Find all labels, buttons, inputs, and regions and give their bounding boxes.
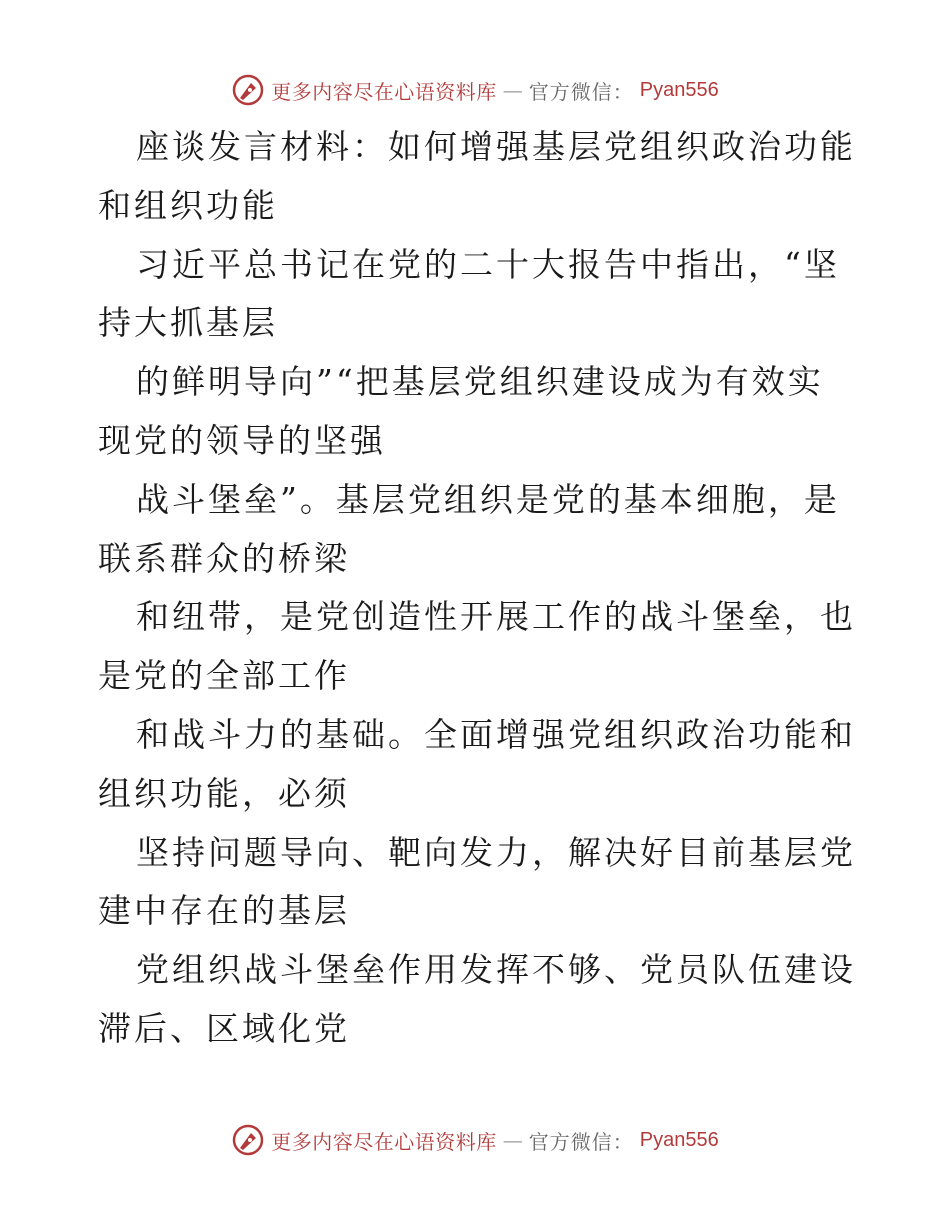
watermark-official-label: 官方微信： <box>528 1129 634 1154</box>
paragraph-line: 和战斗力的基础。全面增强党组织政治功能和组织功能，必须 <box>98 714 856 813</box>
watermark-official-label: 官方微信： <box>528 79 634 104</box>
watermark-brand: 更多内容尽在心语资料库 <box>271 79 497 104</box>
pen-nib-logo-icon <box>231 1123 265 1157</box>
document-body <box>98 118 858 1059</box>
paragraph-line: 战斗堡垒”。基层党组织是党的基本细胞，是联系群众的桥梁 <box>98 479 840 578</box>
document-title: 座谈发言材料：如何增强基层党组织政治功能和组织功能 <box>98 127 856 225</box>
watermark-wechat-id: Pyan556 <box>639 1128 719 1151</box>
paragraph-line: 的鲜明导向”“把基层党组织建设成为有效实现党的领导的坚强 <box>98 362 824 460</box>
header-watermark <box>0 70 950 110</box>
footer-watermark <box>0 1120 950 1160</box>
paragraph-line: 和纽带，是党创造性开展工作的战斗堡垒，也是党的全部工作 <box>98 597 856 696</box>
watermark-wechat-id: Pyan556 <box>639 78 719 101</box>
watermark-separator: — <box>502 1128 523 1152</box>
paragraph-line: 党组织战斗堡垒作用发挥不够、党员队伍建设滞后、区域化党 <box>98 950 856 1048</box>
watermark-separator: — <box>502 78 523 102</box>
paragraph-line: 习近平总书记在党的二十大报告中指出，“坚持大抓基层 <box>98 244 840 343</box>
pen-nib-logo-icon <box>231 73 265 107</box>
watermark-brand: 更多内容尽在心语资料库 <box>271 1129 497 1154</box>
paragraph-line: 坚持问题导向、靶向发力，解决好目前基层党建中存在的基层 <box>98 832 856 931</box>
